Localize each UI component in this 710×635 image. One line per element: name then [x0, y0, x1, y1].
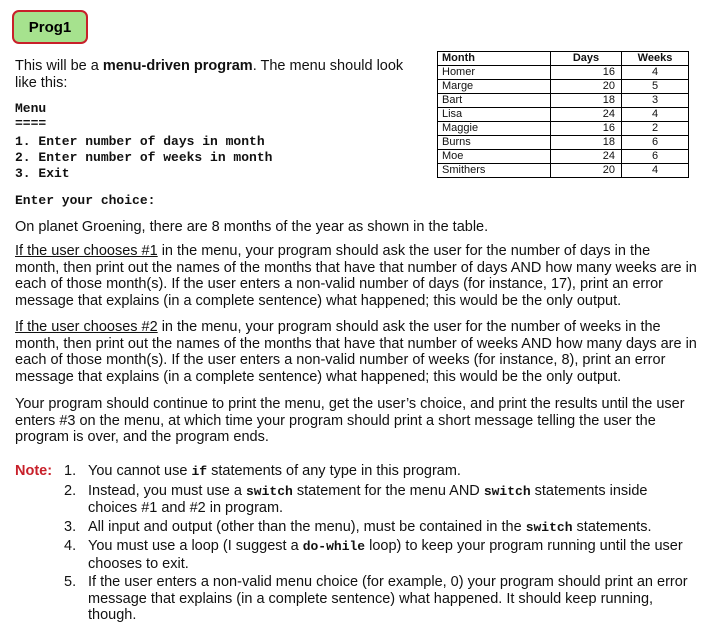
paragraph-choice-2: If the user chooses #2 in the menu, your program should ask the user for the number of weeks in the month, then print out the names of the months that have that number of weeks AND how many days are in each of those month(s). If the user enters a non-valid number of weeks (for instance, 8), print an error message that explains (in a complete sentence) what happened; this would be the only output. — [15, 319, 697, 385]
header-month: Month — [438, 52, 551, 66]
list-item: 1. You cannot use if statements of any type in this program. — [64, 463, 461, 479]
cell-weeks: 5 — [622, 80, 689, 94]
cell-month: Moe — [438, 150, 551, 164]
list-item: 5. If the user enters a non-valid menu choice (for example, 0) your program should print an error message that explains (in a complete sentence) what happened. It should keep running, though. — [64, 574, 688, 623]
list-item: 3. All input and output (other than the menu), must be contained in the switch statements. — [64, 518, 652, 535]
cell-month: Maggie — [438, 122, 551, 136]
list-item: 2. Instead, you must use a switch statement for the menu AND switch statements inside choices #1 and #2 in program. — [64, 482, 648, 516]
cell-weeks: 4 — [622, 164, 689, 178]
cell-month: Homer — [438, 66, 551, 80]
cell-days: 20 — [551, 80, 622, 94]
cell-days: 16 — [551, 66, 622, 80]
menu-item-2: 2. Enter number of weeks in month — [15, 150, 273, 165]
paragraph-loop: Your program should continue to print the menu, get the user’s choice, and print the results until the user enters #3 on the menu, at which time your program should print a short message telling the user the program is over, and the program ends. — [15, 396, 685, 445]
program-badge: Prog1 — [12, 10, 88, 44]
intro-bold: menu-driven program — [102, 58, 253, 74]
notes-list — [64, 463, 700, 626]
months-table — [437, 51, 689, 178]
code-keyword: switch — [245, 483, 293, 499]
note-label: Note: — [15, 463, 53, 479]
table-row — [438, 80, 689, 94]
table-row — [438, 94, 689, 108]
table-row — [438, 150, 689, 164]
cell-days: 24 — [551, 108, 622, 122]
paragraph-choice-1: If the user chooses #1 in the menu, your program should ask the user for the number of days in the month, then print out the names of the months that have that number of days AND how many weeks are in each of those month(s). If the user enters a non-valid number of days (for instance, 17), print an error message that explains (in a complete sentence) what happened; this would be the only output. — [15, 243, 697, 309]
cell-month: Lisa — [438, 108, 551, 122]
cell-days: 24 — [551, 150, 622, 164]
table-row — [438, 164, 689, 178]
code-keyword: if — [191, 464, 208, 479]
cell-month: Smithers — [438, 164, 551, 178]
cell-weeks: 4 — [622, 108, 689, 122]
cell-month: Marge — [438, 80, 551, 94]
menu-item-3: 3. Exit — [15, 166, 70, 181]
cell-weeks: 4 — [622, 66, 689, 80]
menu-title: Menu — [15, 101, 47, 116]
table-header-row — [438, 52, 689, 66]
code-keyword: switch — [483, 483, 531, 499]
cell-days: 20 — [551, 164, 622, 178]
cell-weeks: 3 — [622, 94, 689, 108]
table-row — [438, 136, 689, 150]
cell-month: Burns — [438, 136, 551, 150]
code-keyword: do-while — [302, 539, 366, 554]
cell-weeks: 6 — [622, 136, 689, 150]
table-row — [438, 122, 689, 136]
header-days: Days — [551, 52, 622, 66]
table-row — [438, 66, 689, 80]
choice-2-underline: If the user chooses #2 — [15, 319, 158, 335]
cell-weeks: 2 — [622, 122, 689, 136]
cell-days: 16 — [551, 122, 622, 136]
list-item: 4. You must use a loop (I suggest a do-while loop) to keep your program running until the user chooses to exit. — [64, 538, 683, 572]
code-keyword: switch — [525, 519, 573, 535]
choice-1-underline: If the user chooses #1 — [15, 243, 158, 259]
header-weeks: Weeks — [622, 52, 689, 66]
cell-days: 18 — [551, 136, 622, 150]
menu-prompt: Enter your choice: — [15, 193, 156, 208]
cell-month: Bart — [438, 94, 551, 108]
menu-item-1: 1. Enter number of days in month — [15, 134, 265, 149]
intro-text: This will be a menu-driven program. The menu should look like this: — [15, 58, 404, 91]
cell-weeks: 6 — [622, 150, 689, 164]
cell-days: 18 — [551, 94, 622, 108]
table-row — [438, 108, 689, 122]
menu-separator: ==== — [15, 116, 47, 131]
paragraph-months: On planet Groening, there are 8 months of the year as shown in the table. — [15, 219, 489, 235]
